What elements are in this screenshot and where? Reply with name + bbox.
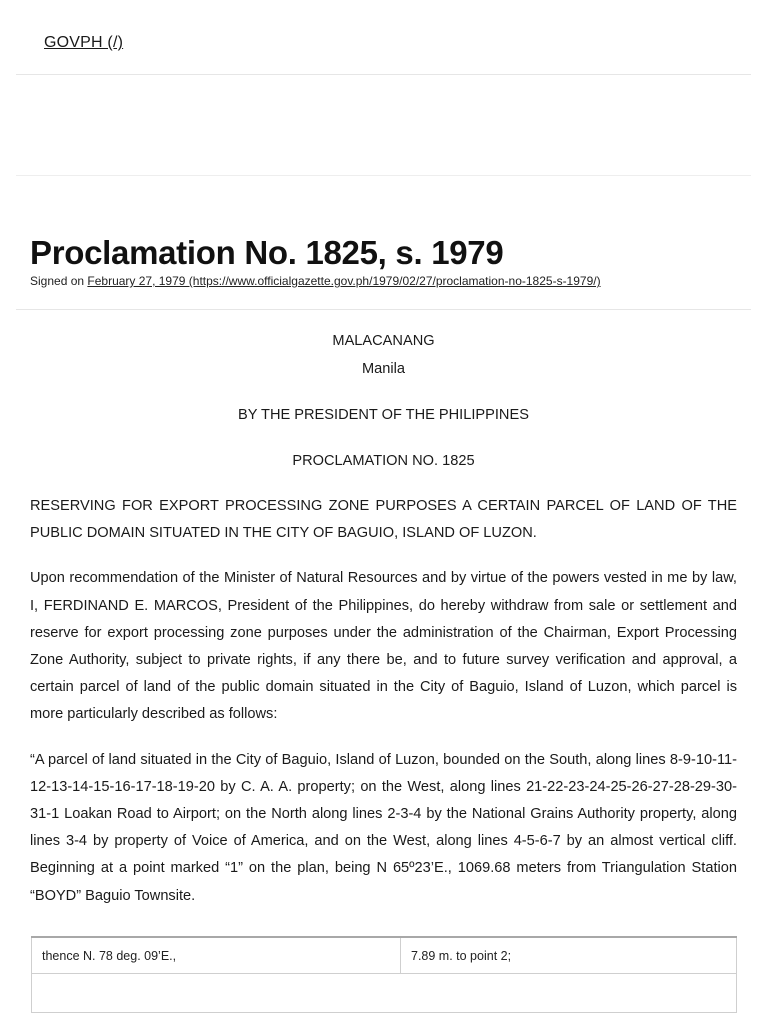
body-paragraph-recommendation: Upon recommendation of the Minister of Natural Resources and by virtue of the powers vested in me by law, I, FERDINAND E. MARCOS, President of the Philippines, do hereby withdraw from sale or settlement and reserve for export processing zone purposes under the administration of the Chairman, Export Processing Zone Authority, subject to private rights, if any there be, and to future survey verification and approval, a certain parcel of land of the public domain situated in the City of Baguio, Island of Luzon, which parcel is more particularly described as follows: xyxy=(30,570,737,723)
boundary-table xyxy=(31,936,737,1013)
distance-cell: 7.89 m. to point 2; xyxy=(401,937,737,974)
proclamation-subject: RESERVING FOR EXPORT PROCESSING ZONE PURPOSES A CERTAIN PARCEL OF LAND OF THE PUBLIC DOMAIN SITUATED IN THE CITY OF BAGUIO, ISLAND OF LUZON. xyxy=(30,498,737,542)
bearing-cell xyxy=(32,974,737,1013)
signed-prefix: Signed on xyxy=(30,274,88,288)
table-row xyxy=(32,974,737,1013)
page-title: Proclamation No. 1825, s. 1979 xyxy=(30,234,504,271)
proclamation-number: PROCLAMATION NO. 1825 xyxy=(292,453,475,469)
signed-date-link[interactable]: February 27, 1979 (https://www.officialgazette.gov.ph/1979/02/27/proclamation-no-1825-s-1979/) xyxy=(87,274,601,288)
office-heading: MALACANANG xyxy=(332,333,435,349)
top-navigation xyxy=(16,0,751,75)
document-body xyxy=(30,327,737,928)
signed-date-line xyxy=(30,274,601,288)
city-heading: Manila xyxy=(362,361,405,377)
banner-area xyxy=(16,74,751,176)
govph-link[interactable]: GOVPH (/) xyxy=(44,34,124,51)
table-row xyxy=(32,937,737,974)
article-header xyxy=(16,176,751,310)
body-paragraph-land-description: “A parcel of land situated in the City of Baguio, Island of Luzon, bounded on the South, along lines 8-9-10-11- 12-13-14-15-16-17-18-19-20 by C. A. A. property; on the West, along lines 21-22-23-24-25-26-27-28-29-30-31-1 Loakan Road to Airport; on the North along lines 2-3-4 by the National Grains Authority property, along lines 3-4 by property of Voice of America, and on the West, along lines 4-5-6-7 by an almost vertical cliff. Beginning at a point marked “1” on the plan, being N 65º23’E., 1069.68 meters from Triangulation Station “BOYD” Baguio Townsite. xyxy=(30,751,737,904)
by-president-heading: BY THE PRESIDENT OF THE PHILIPPINES xyxy=(238,407,529,423)
bearing-cell: thence N. 78 deg. 09’E., xyxy=(32,937,401,974)
